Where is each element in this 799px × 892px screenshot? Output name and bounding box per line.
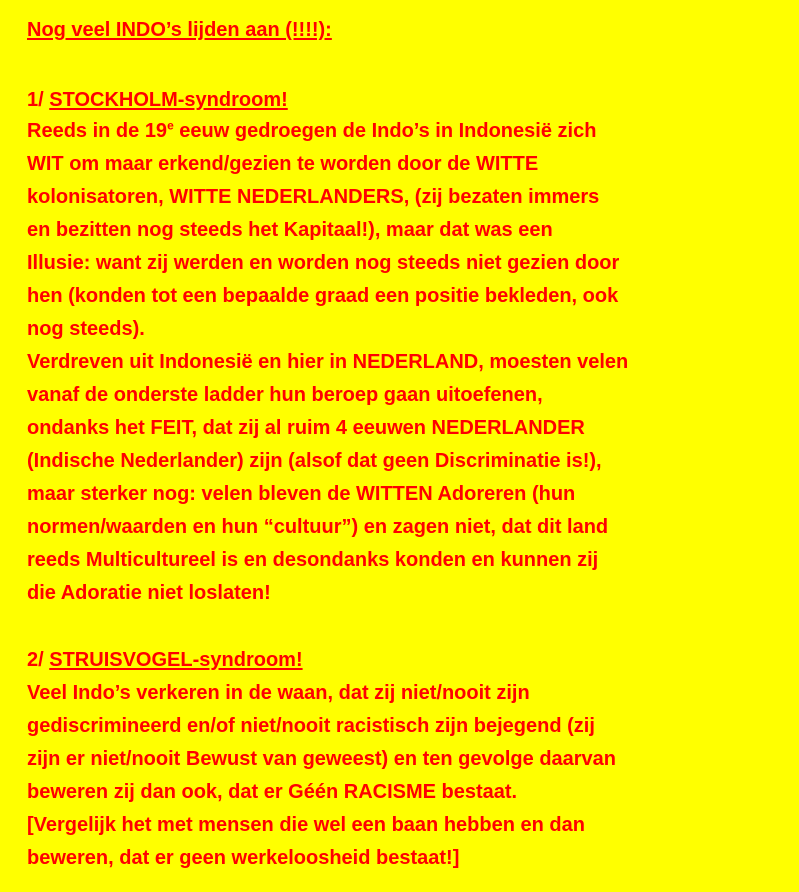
section-1-line: en bezitten nog steeds het Kapitaal!), maar dat was een <box>27 219 553 241</box>
section-2-line: gediscrimineerd en/of niet/nooit racistisch zijn bejegend (zij <box>27 715 595 737</box>
section-2-title: STRUISVOGEL-syndroom! <box>49 649 303 671</box>
document-title: Nog veel INDO’s lijden aan (!!!!): <box>27 19 332 41</box>
line-text: eeuw gedroegen de Indo’s in Indonesië zich <box>173 120 597 142</box>
section-1-line: die Adoratie niet loslaten! <box>27 582 271 604</box>
section-2-line: [Vergelijk het met mensen die wel een baan hebben en dan <box>27 814 585 836</box>
section-2-line: beweren zij dan ook, dat er Géén RACISME bestaat. <box>27 781 518 803</box>
section-1-line: reeds Multicultureel is en desondanks konden en kunnen zij <box>27 549 599 571</box>
section-1-line: WIT om maar erkend/gezien te worden door de WITTE <box>27 153 539 175</box>
section-2-line: zijn er niet/nooit Bewust van geweest) en ten gevolge daarvan <box>27 748 617 770</box>
section-1-line: kolonisatoren, WITTE NEDERLANDERS, (zij bezaten immers <box>27 186 600 208</box>
superscript: e <box>167 118 174 133</box>
section-1-line: hen (konden tot een bepaalde graad een positie bekleden, ook <box>27 285 619 307</box>
line-text: Reeds in de 19 <box>27 120 168 142</box>
section-1-title: STOCKHOLM-syndroom! <box>49 89 288 111</box>
section-1-line: maar sterker nog: velen bleven de WITTEN Adoreren (hun <box>27 483 576 505</box>
section-1-line: (Indische Nederlander) zijn (alsof dat geen Discriminatie is!), <box>27 450 602 472</box>
section-2-line: Veel Indo’s verkeren in de waan, dat zij niet/nooit zijn <box>27 682 530 704</box>
section-1-line: nog steeds). <box>27 318 145 340</box>
section-1-heading <box>27 86 288 114</box>
section-1-line: Illusie: want zij werden en worden nog steeds niet gezien door <box>27 252 620 274</box>
section-1-line: Verdreven uit Indonesië en hier in NEDERLAND, moesten velen <box>27 351 629 373</box>
section-1-line-0 <box>27 117 596 145</box>
section-1-line: normen/waarden en hun “cultuur”) en zagen niet, dat dit land <box>27 516 609 538</box>
section-2-line: beweren, dat er geen werkeloosheid bestaat!] <box>27 847 460 869</box>
section-1-number: 1/ <box>27 89 44 111</box>
section-2-heading <box>27 646 303 674</box>
section-1-line: ondanks het FEIT, dat zij al ruim 4 eeuwen NEDERLANDER <box>27 417 585 439</box>
section-1-line: vanaf de onderste ladder hun beroep gaan uitoefenen, <box>27 384 543 406</box>
section-2-number: 2/ <box>27 649 44 671</box>
